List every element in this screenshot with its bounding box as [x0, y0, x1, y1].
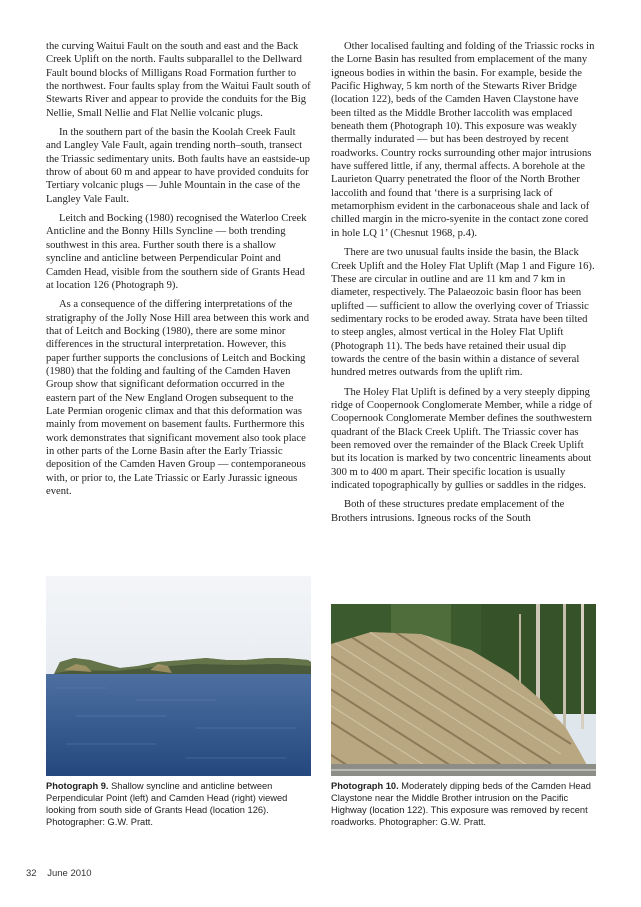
photograph-10-image [331, 604, 596, 776]
caption-text: Shallow syncline and anticline between Perpendicular Point (left) and Camden Head (right) viewed looking from south side of Grants Head (location 126). Photographer: G.W. Pratt. [46, 781, 288, 827]
paragraph: As a consequence of the differing interpretations of the stratigraphy of the Jolly Nose Hill area between this work and that of Leitch and Bocking (1980), there are some minor differences in the structural interpretation. However, this paper further supports the conclusions of Leitch and Bocking (1980) that the folding and faulting of the Camden Haven Group show that significant deformation occurred in the eastern part of the New England Orogen subsequent to the Late Permian orogenic climax and that this deformation was mainly from movement on basement faults. Furthermore this work demonstrates that significant movement also took place in other parts of the Lorne Basin after the Early Triassic deposition of the Camden Haven Group — contemporaneous with, or prior to, the Late Triassic or Early Jurassic igneous event. [46, 299, 310, 497]
photograph-9-image [46, 576, 311, 776]
paragraph: Leitch and Bocking (1980) recognised the Waterloo Creek Anticline and the Bonny Hills Syncline — both trending southwest in this area. Further south there is a shallow syncline and anticline between Perpendicular Point and Camden Head, visible from the southern side of Grants Head at location 126 (Photograph 9). [46, 213, 307, 291]
sea [46, 674, 311, 776]
paragraph: Both of these structures predate emplacement of the Brothers intrusions. Igneous rocks of the South [331, 499, 565, 524]
left-text-column [46, 40, 311, 504]
page-footer [26, 868, 100, 879]
caption-label: Photograph 9. [46, 781, 109, 791]
paragraph: There are two unusual faults inside the basin, the Black Creek Uplift and the Holey Flat Uplift (Map 1 and Figure 16). These are circular in outline and are 11 km and 7 km in diameter, respectively. The Palaeozoic basin floor has been uplifted — sufficient to allow the overlying cover of Triassic sedimentary rocks to be eroded away. Strata have been tilted to steep angles, almost vertical in the Holey Flat Uplift (Photograph 11). The beds have retained their usual dip towards the centre of the basin within a distance of several hundred metres outwards from the uplift rim. [331, 247, 595, 379]
paragraph: Other localised faulting and folding of the Triassic rocks in the Lorne Basin has resulted from emplacement of the many igneous bodies in within the basin. For example, beside the Pacific Highway, 5 km north of the Stewarts River Bridge (location 122), beds of the Camden Haven Claystone have been tilted as the Middle Brother laccolith was emplaced beneath them (Photograph 10). This exposure was weakly thermally indurated — but has been destroyed by recent roadworks. Country rocks surrounding other major intrusions have suffered little, if any, thermal affects. A borehole at the Laurieton Quarry penetrated the floor of the North Brother laccolith and found that ‘there is a surprising lack of metamorphism evident in the carbonaceous shale and lack of chilled margin in the micro-syenite in the contact zone cored in hole LQ 1’ (Chesnut 1968, p.4). [331, 41, 595, 239]
caption-label: Photograph 10. [331, 781, 399, 791]
caption-text: Moderately dipping beds of the Camden Head Claystone near the Middle Brother intrusion on the Pacific Highway (location 122). This exposure was removed by recent roadworks. Photographer: G.W. Pratt. [331, 781, 591, 827]
photograph-9-caption [46, 780, 311, 828]
paragraph: The Holey Flat Uplift is defined by a very steeply dipping ridge of Coopernook Conglomerate Member, while a ridge of Coopernook Conglomerate Member defines the southwestern quadrant of the Black Creek Uplift. The Triassic cover has been removed over the remainder of the Black Creek Uplift but its location is marked by two concentric lineaments about 300 m to 400 m apart. Their specific location is usually indicated topographically by gullies or saddles in the ridges. [331, 386, 593, 491]
paragraph: the curving Waitui Fault on the south and east and the Back Creek Uplift on the north. Faults subparallel to the Dellward Fault bound blocks of Milligans Road Formation further to the northwest. Four faults splay from the Waitui Fault south of Stewarts River and appear to provide the conduits for the Big Nellie, Small Nellie and Flat Nellie volcanic plugs. [46, 41, 311, 119]
right-text-column [331, 40, 596, 531]
photograph-10-caption [331, 780, 596, 828]
issue-date: June 2010 [47, 868, 92, 879]
page-number: 32 [26, 868, 37, 879]
paragraph: In the southern part of the basin the Koolah Creek Fault and Langley Vale Fault, again trending north–south, transect the Triassic sedimentary units. Both faults have an eastside-up throw of about 60 m and appear to have provided conduits for Tertiary volcanic plugs — Juhle Mountain in the case of the Langley Vale Fault. [46, 127, 310, 205]
